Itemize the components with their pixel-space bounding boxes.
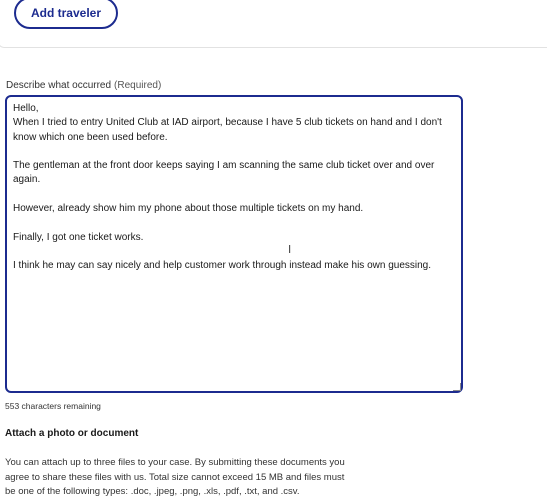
text-cursor-icon: I bbox=[288, 243, 292, 256]
traveler-card bbox=[0, 0, 547, 48]
resize-handle-icon[interactable] bbox=[453, 383, 461, 391]
attach-section-title: Attach a photo or document bbox=[5, 428, 139, 439]
description-label bbox=[6, 80, 161, 91]
required-indicator: (Required) bbox=[114, 80, 162, 91]
attach-description: You can attach up to three files to your case. By submitting these documents you agree to share these files with us. Total size cannot exceed 15 MB and files must be one of the following types: .doc, .jpeg, .png, .xls, .pdf, .txt, and .csv. bbox=[5, 457, 345, 497]
add-traveler-button[interactable]: Add traveler bbox=[14, 0, 118, 29]
description-textarea[interactable]: Hello, When I tried to entry United Club at IAD airport, because I have 5 club tickets on hand and I don't know which one been used before. The gentleman at the front door keeps saying I am scanning the same club ticket over and over again. However, already show him my phone about those multiple tickets on my hand. Finally, I got one ticket works. I think he may can say nicely and help customer work through instead make his own guessing. bbox=[5, 95, 463, 393]
characters-remaining: 553 characters remaining bbox=[5, 401, 101, 411]
description-label-text: Describe what occurred bbox=[6, 80, 112, 91]
